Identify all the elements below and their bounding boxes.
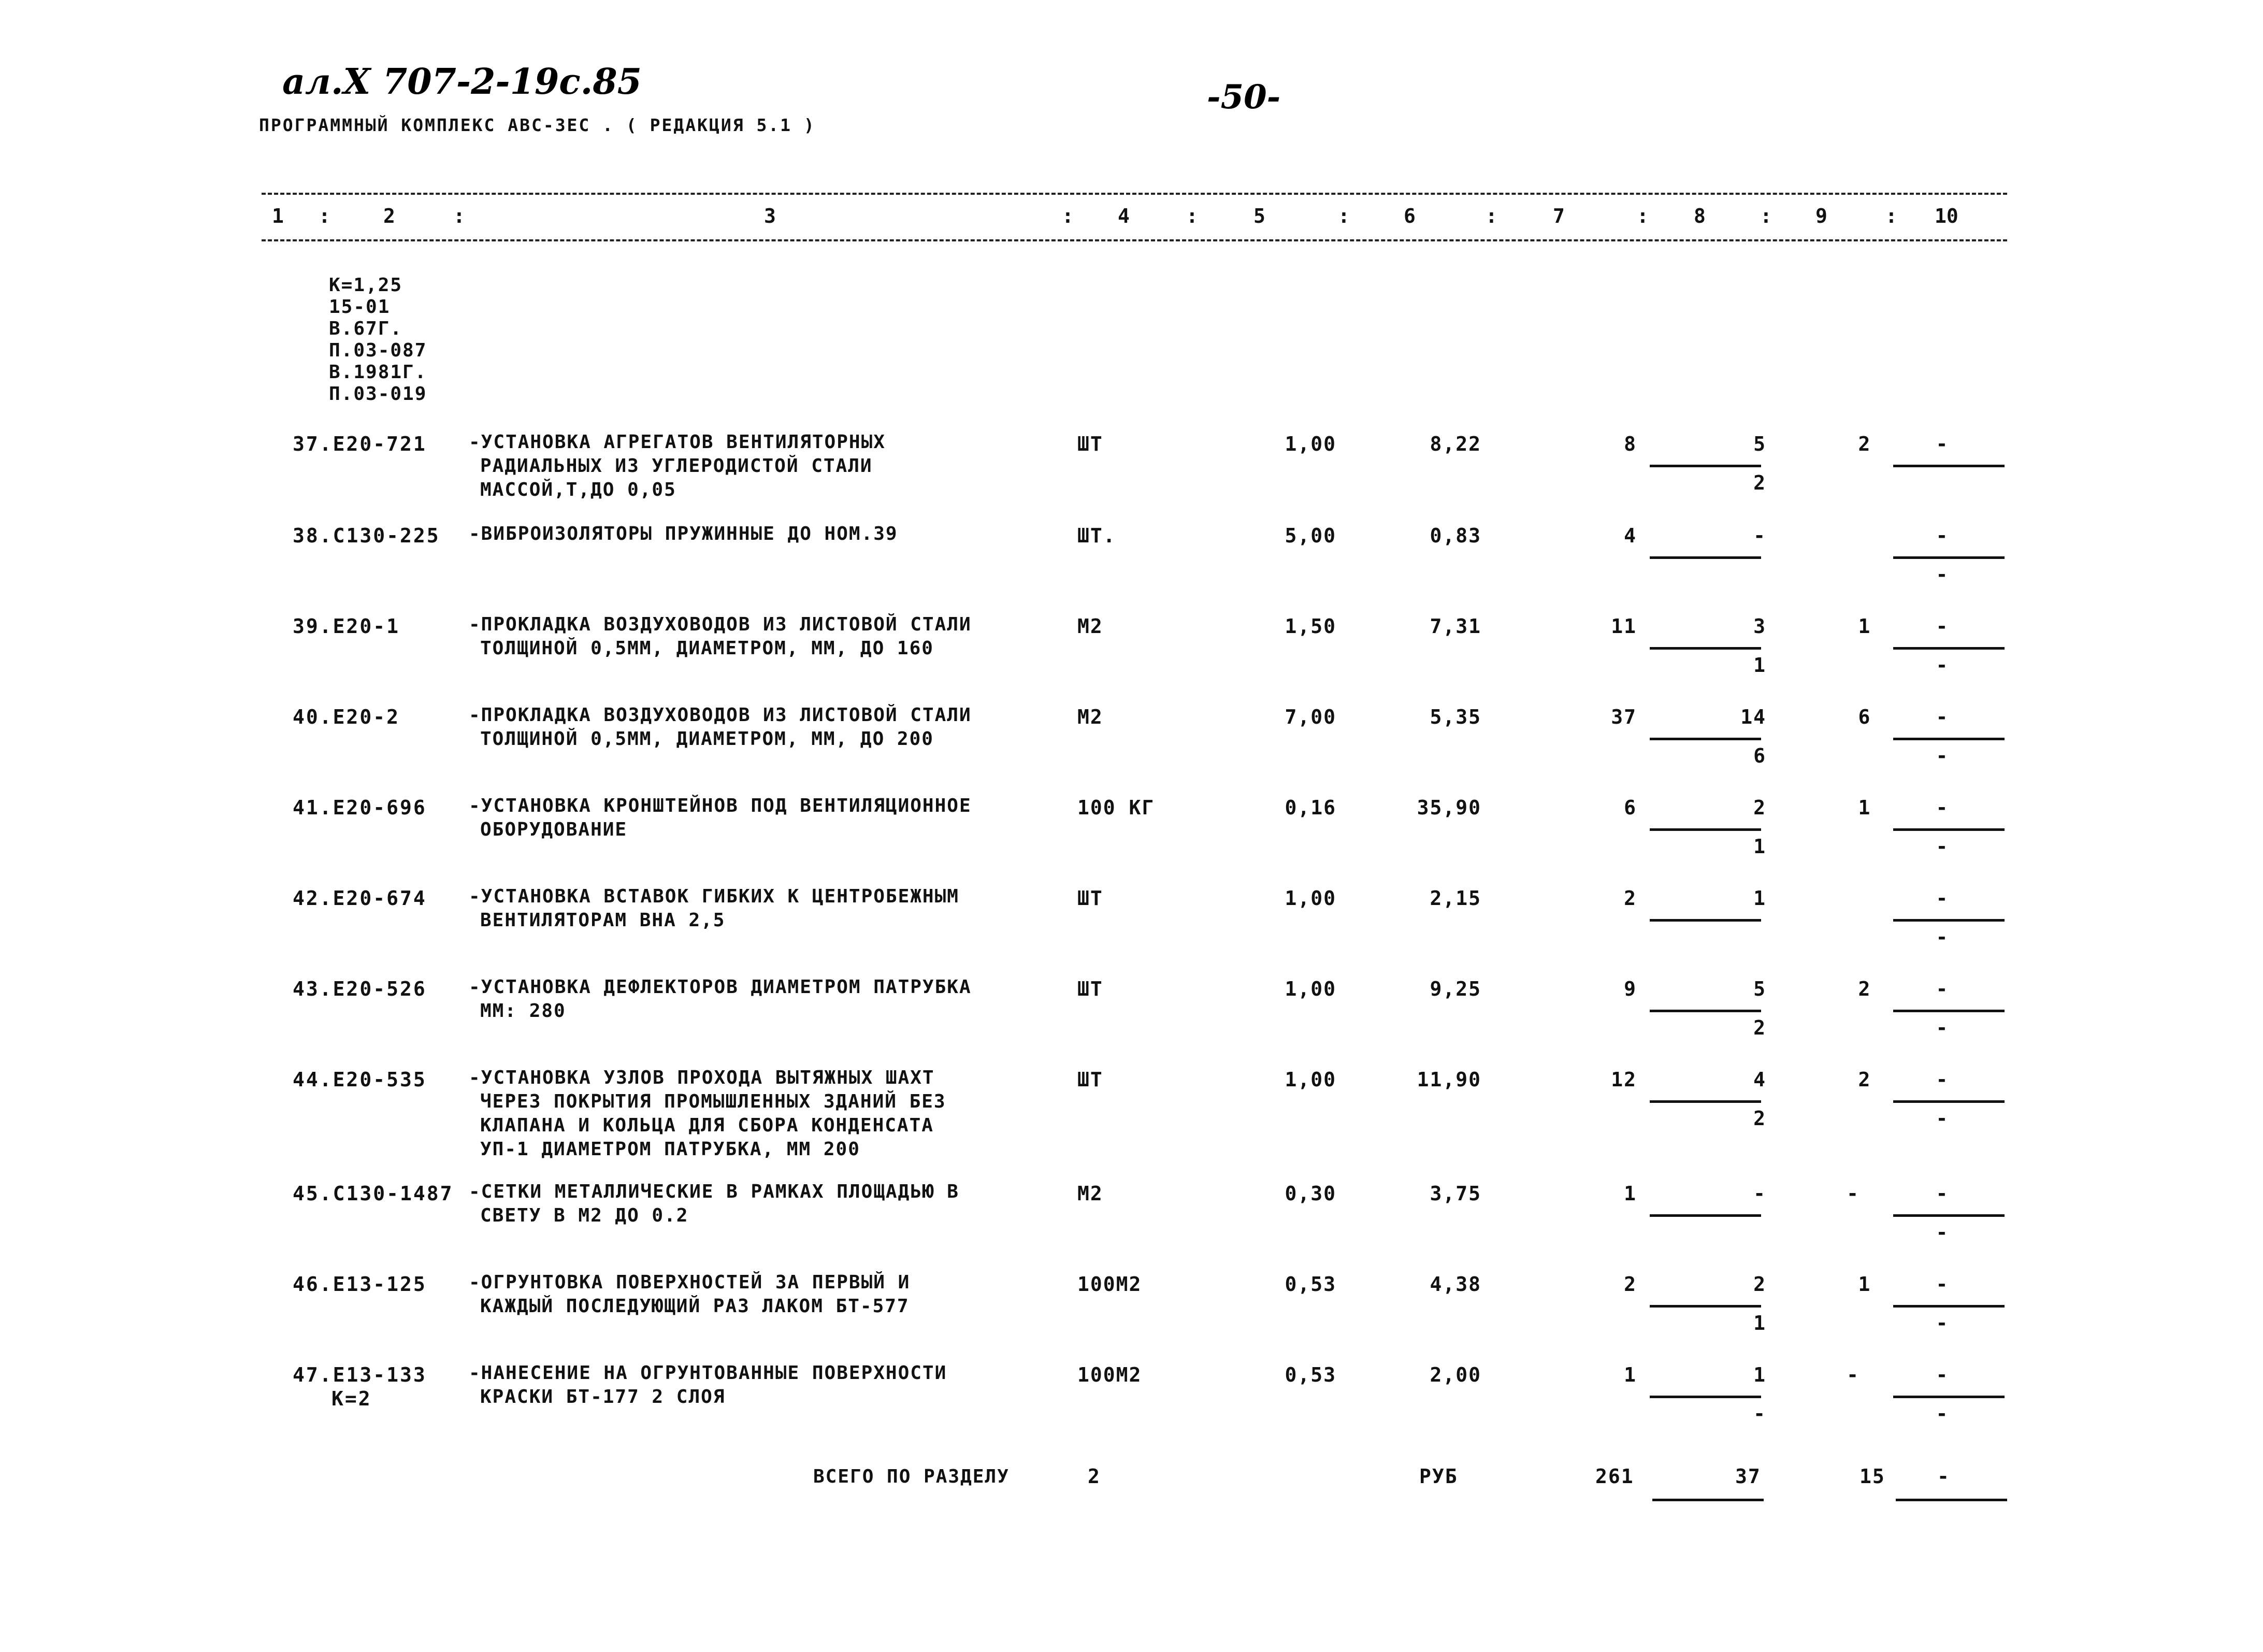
row-description	[469, 975, 972, 1023]
row-description	[469, 794, 972, 842]
description-line: МАССОЙ,Т,ДО 0,05	[480, 479, 676, 500]
row-col-10: 1	[1858, 615, 1871, 638]
row-code: 37.Е20-721	[293, 433, 427, 455]
row-col-10: 2	[1858, 433, 1871, 455]
col-header-3: 3	[764, 205, 776, 227]
row-col-10: 6	[1858, 706, 1871, 728]
row-description	[469, 885, 959, 932]
description-line: ММ: 280	[480, 1000, 566, 1022]
row-col-8: 14	[1740, 706, 1766, 728]
row-quantity: 1,00	[1285, 1068, 1336, 1091]
row-price: 7,31	[1430, 615, 1481, 638]
description-line: УП-1 ДИАМЕТРОМ ПАТРУБКА, ММ 200	[480, 1139, 860, 1160]
col-separator: :	[1885, 205, 1897, 227]
col-separator: :	[1062, 205, 1074, 227]
description-line: СВЕТУ В М2 ДО 0.2	[480, 1205, 689, 1226]
row-underline-10	[1893, 919, 2005, 922]
row-description	[469, 1271, 910, 1318]
row-underline-10	[1893, 465, 2005, 467]
row-col-10: 1	[1858, 796, 1871, 819]
row-price: 4,38	[1430, 1273, 1481, 1296]
row-col-10: 2	[1858, 978, 1871, 1000]
row-unit: ШТ	[1077, 433, 1103, 455]
row-description	[469, 613, 972, 660]
row-col-10-dash: -	[1936, 1273, 1949, 1296]
row-underline-8	[1650, 1305, 1761, 1308]
row-unit: М2	[1077, 706, 1103, 728]
row-quantity: 7,00	[1285, 706, 1336, 728]
row-description	[469, 1361, 947, 1409]
row-underline-8	[1650, 556, 1761, 559]
row-underline-8	[1650, 1396, 1761, 1398]
row-price: 11,90	[1417, 1068, 1481, 1091]
col-header-6: 6	[1404, 205, 1416, 227]
row-col-10-sub: -	[1936, 654, 1949, 677]
row-quantity: 0,30	[1285, 1182, 1336, 1205]
row-code: 45.С130-1487	[293, 1182, 454, 1205]
row-col-7: 9	[1624, 978, 1637, 1000]
total-currency: РУБ	[1419, 1465, 1458, 1488]
row-underline-10	[1893, 1010, 2005, 1012]
row-price: 2,15	[1430, 887, 1481, 910]
col-header-1: 1	[272, 205, 284, 227]
row-underline-10	[1893, 1100, 2005, 1103]
row-col-10: 1	[1858, 1273, 1871, 1296]
description-line: -УСТАНОВКА ВСТАВОК ГИБКИХ К ЦЕНТРОБЕЖНЫМ	[469, 886, 959, 907]
row-underline-8	[1650, 647, 1761, 650]
col-header-10: 10	[1935, 205, 1958, 227]
row-col-10-dash: -	[1936, 1182, 1949, 1205]
description-line: -ВИБРОИЗОЛЯТОРЫ ПРУЖИННЫЕ ДО НОМ.39	[469, 523, 898, 544]
pre-note: К=1,25	[329, 275, 403, 296]
total-underline-10	[1896, 1499, 2007, 1501]
row-col-9: -	[1847, 1363, 1860, 1386]
row-col-10-dash: -	[1936, 796, 1949, 819]
row-col-10-dash: -	[1936, 524, 1949, 547]
row-code: 39.Е20-1	[293, 615, 400, 638]
row-col-7: 37	[1611, 706, 1637, 728]
col-header-7: 7	[1553, 205, 1565, 227]
row-code: 41.Е20-696	[293, 796, 427, 819]
row-underline-10	[1893, 1214, 2005, 1217]
row-col-8-sub: 2	[1753, 1016, 1766, 1039]
row-col-7: 1	[1624, 1182, 1637, 1205]
row-col-7: 12	[1611, 1068, 1637, 1091]
row-col-10-sub: -	[1936, 1312, 1949, 1334]
row-price: 5,35	[1430, 706, 1481, 728]
row-col-8: 1	[1753, 887, 1766, 910]
description-line: -УСТАНОВКА ДЕФЛЕКТОРОВ ДИАМЕТРОМ ПАТРУБКА	[469, 976, 972, 998]
row-description	[469, 1066, 946, 1161]
description-line: ТОЛЩИНОЙ 0,5ММ, ДИАМЕТРОМ, ММ, ДО 200	[480, 728, 934, 750]
row-col-10-dash: -	[1936, 615, 1949, 638]
program-header: ПРОГРАММНЫЙ КОМПЛЕКС АВС-ЗЕС . ( РЕДАКЦИЯ 5.1 )	[259, 115, 816, 135]
row-col-8: 4	[1753, 1068, 1766, 1091]
description-line: ОБОРУДОВАНИЕ	[480, 819, 628, 840]
pre-note: П.03-087	[329, 340, 427, 361]
row-quantity: 1,00	[1285, 887, 1336, 910]
row-col-7: 2	[1624, 887, 1637, 910]
row-quantity: 1,00	[1285, 433, 1336, 455]
row-quantity: 0,53	[1285, 1363, 1336, 1386]
row-col-8: -	[1753, 524, 1766, 547]
description-line: ВЕНТИЛЯТОРАМ ВНА 2,5	[480, 910, 726, 931]
row-col-10-sub: -	[1936, 1016, 1949, 1039]
col-header-9: 9	[1815, 205, 1827, 227]
row-code: 44.Е20-535	[293, 1068, 427, 1091]
row-code: 38.С130-225	[293, 524, 440, 547]
row-col-10-dash: -	[1936, 1363, 1949, 1386]
pre-note: В.1981Г.	[329, 362, 427, 383]
row-col-10-sub: -	[1936, 1402, 1949, 1425]
header-rule-bottom	[262, 239, 2007, 241]
row-col-10-sub: -	[1936, 1221, 1949, 1244]
page-number: -50-	[1207, 78, 1281, 117]
col-separator: :	[1760, 205, 1772, 227]
row-quantity: 1,50	[1285, 615, 1336, 638]
row-underline-10	[1893, 738, 2005, 740]
description-line: -ПРОКЛАДКА ВОЗДУХОВОДОВ ИЗ ЛИСТОВОЙ СТАЛИ	[469, 705, 972, 726]
row-unit: 100М2	[1077, 1363, 1142, 1386]
description-line: -УСТАНОВКА УЗЛОВ ПРОХОДА ВЫТЯЖНЫХ ШАХТ	[469, 1067, 935, 1088]
row-price: 3,75	[1430, 1182, 1481, 1205]
row-unit: ШТ.	[1077, 524, 1116, 547]
row-underline-8	[1650, 1100, 1761, 1103]
total-col-8: 37	[1735, 1465, 1761, 1488]
col-separator: :	[1338, 205, 1350, 227]
description-line: КАЖДЫЙ ПОСЛЕДУЮЩИЙ РАЗ ЛАКОМ БТ-577	[480, 1296, 910, 1317]
row-col-8-sub: 6	[1753, 744, 1766, 767]
row-col-8: 5	[1753, 433, 1766, 455]
col-separator: :	[1637, 205, 1649, 227]
row-col-7: 6	[1624, 796, 1637, 819]
col-header-4: 4	[1118, 205, 1130, 227]
row-col-10-sub: -	[1936, 744, 1949, 767]
description-line: -ОГРУНТОВКА ПОВЕРХНОСТЕЙ ЗА ПЕРВЫЙ И	[469, 1272, 911, 1293]
description-line: РАДИАЛЬНЫХ ИЗ УГЛЕРОДИСТОЙ СТАЛИ	[480, 455, 873, 477]
row-price: 35,90	[1417, 796, 1481, 819]
row-underline-8	[1650, 738, 1761, 740]
row-col-8-sub: -	[1753, 1402, 1766, 1425]
col-header-8: 8	[1694, 205, 1706, 227]
row-unit: ШТ	[1077, 1068, 1103, 1091]
row-quantity: 0,16	[1285, 796, 1336, 819]
row-col-8: 5	[1753, 978, 1766, 1000]
description-line: -СЕТКИ МЕТАЛЛИЧЕСКИЕ В РАМКАХ ПЛОЩАДЬЮ В	[469, 1181, 959, 1202]
row-col-10-dash: -	[1936, 433, 1949, 455]
description-line: ТОЛЩИНОЙ 0,5ММ, ДИАМЕТРОМ, ММ, ДО 160	[480, 638, 934, 659]
col-separator: :	[319, 205, 330, 227]
row-description	[469, 522, 898, 546]
pre-note: П.03-019	[329, 383, 427, 405]
row-price: 2,00	[1430, 1363, 1481, 1386]
row-col-9: -	[1847, 1182, 1860, 1205]
pre-note: 15-01	[329, 296, 391, 318]
row-col-10-sub: -	[1936, 926, 1949, 949]
col-header-5: 5	[1253, 205, 1265, 227]
row-unit: М2	[1077, 1182, 1103, 1205]
col-separator: :	[1486, 205, 1497, 227]
row-underline-8	[1650, 465, 1761, 467]
row-underline-10	[1893, 647, 2005, 650]
row-col-8-sub: 1	[1753, 654, 1766, 677]
row-underline-8	[1650, 1214, 1761, 1217]
row-unit: М2	[1077, 615, 1103, 638]
row-underline-10	[1893, 1396, 2005, 1398]
row-code: 46.Е13-125	[293, 1273, 427, 1296]
total-section: 2	[1088, 1465, 1101, 1488]
description-line: -УСТАНОВКА АГРЕГАТОВ ВЕНТИЛЯТОРНЫХ	[469, 432, 886, 453]
row-col-8-sub: 1	[1753, 1312, 1766, 1334]
row-col-8: 2	[1753, 1273, 1766, 1296]
row-underline-10	[1893, 556, 2005, 559]
col-header-2: 2	[383, 205, 395, 227]
row-underline-8	[1650, 828, 1761, 831]
row-col-10-sub: -	[1936, 563, 1949, 586]
row-col-8: 3	[1753, 615, 1766, 638]
description-line: -ПРОКЛАДКА ВОЗДУХОВОДОВ ИЗ ЛИСТОВОЙ СТАЛИ	[469, 614, 972, 635]
row-col-7: 11	[1611, 615, 1637, 638]
col-separator: :	[1186, 205, 1198, 227]
row-underline-8	[1650, 919, 1761, 922]
row-description	[469, 430, 886, 502]
row-underline-10	[1893, 1305, 2005, 1308]
row-quantity: 0,53	[1285, 1273, 1336, 1296]
description-line: КЛАПАНА И КОЛЬЦА ДЛЯ СБОРА КОНДЕНСАТА	[480, 1115, 934, 1136]
row-col-7: 2	[1624, 1273, 1637, 1296]
row-col-7: 8	[1624, 433, 1637, 455]
row-col-10-dash: -	[1936, 1068, 1949, 1091]
row-code: 42.Е20-674	[293, 887, 427, 910]
row-code: 43.Е20-526	[293, 978, 427, 1000]
row-col-8-sub: 2	[1753, 471, 1766, 494]
row-col-8: 2	[1753, 796, 1766, 819]
row-code: 40.Е20-2	[293, 706, 400, 728]
row-description	[469, 1180, 959, 1228]
total-underline-8	[1652, 1499, 1764, 1501]
header-rule-top	[262, 193, 2007, 195]
row-col-8-sub: 1	[1753, 835, 1766, 858]
col-separator: :	[453, 205, 465, 227]
description-line: КРАСКИ БТ-177 2 СЛОЯ	[480, 1386, 726, 1407]
row-quantity: 1,00	[1285, 978, 1336, 1000]
handwritten-reference: ал.Х 707-2-19с.85	[282, 61, 642, 103]
row-col-10-dash: -	[1936, 978, 1949, 1000]
description-line: -УСТАНОВКА КРОНШТЕЙНОВ ПОД ВЕНТИЛЯЦИОННОЕ	[469, 795, 972, 816]
row-quantity: 5,00	[1285, 524, 1336, 547]
description-line: ЧЕРЕЗ ПОКРЫТИЯ ПРОМЫШЛЕННЫХ ЗДАНИЙ БЕЗ	[480, 1091, 946, 1112]
row-col-10-dash: -	[1936, 706, 1949, 728]
description-line: -НАНЕСЕНИЕ НА ОГРУНТОВАННЫЕ ПОВЕРХНОСТИ	[469, 1362, 947, 1384]
total-col-9: 15	[1860, 1465, 1885, 1488]
row-price: 8,22	[1430, 433, 1481, 455]
row-underline-10	[1893, 828, 2005, 831]
row-col-8: 1	[1753, 1363, 1766, 1386]
row-col-7: 1	[1624, 1363, 1637, 1386]
pre-note: В.67Г.	[329, 318, 403, 339]
row-price: 9,25	[1430, 978, 1481, 1000]
row-coefficient: К=2	[331, 1387, 372, 1410]
row-col-10: 2	[1858, 1068, 1871, 1091]
pre-notes	[329, 275, 427, 405]
row-unit: 100М2	[1077, 1273, 1142, 1296]
row-col-8-sub: 2	[1753, 1107, 1766, 1130]
row-unit: 100 КГ	[1077, 796, 1155, 819]
row-description	[469, 703, 972, 751]
row-unit: ШТ	[1077, 978, 1103, 1000]
row-col-10-dash: -	[1936, 887, 1949, 910]
row-price: 0,83	[1430, 524, 1481, 547]
row-col-10-sub: -	[1936, 1107, 1949, 1130]
total-col-10: -	[1937, 1465, 1950, 1488]
row-col-7: 4	[1624, 524, 1637, 547]
row-code: 47.Е13-133	[293, 1363, 427, 1386]
row-unit: ШТ	[1077, 887, 1103, 910]
row-col-10-sub: -	[1936, 835, 1949, 858]
total-label: ВСЕГО ПО РАЗДЕЛУ	[813, 1466, 1010, 1487]
row-col-8: -	[1753, 1182, 1766, 1205]
total-col-7: 261	[1595, 1465, 1634, 1488]
row-underline-8	[1650, 1010, 1761, 1012]
